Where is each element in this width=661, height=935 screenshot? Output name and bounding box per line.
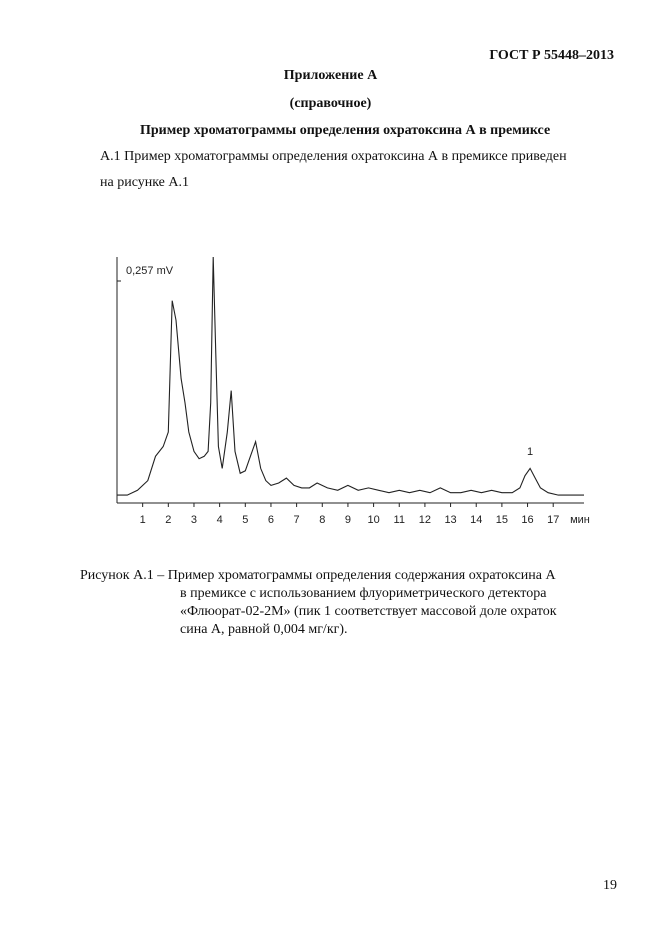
x-tick-label: 7 [293,514,300,526]
x-tick-label: 3 [190,514,198,526]
x-tick-label: 4 [216,514,223,526]
peak-label: 1 [527,446,534,459]
x-tick-label: 11 [393,514,405,526]
x-tick-label: 8 [319,514,326,526]
y-scale-annotation: 0,257 mV [126,265,174,277]
body-text-line: А.1 Пример хроматограммы определения охратоксина А в премиксе приведен [100,149,567,164]
x-tick-label: 15 [495,514,509,526]
figure-caption-line: сина А, равной 0,004 мг/кг). [180,622,348,637]
appendix-subtitle: (справочное) [289,96,372,111]
x-tick-label: 12 [418,514,432,526]
x-tick-label: 6 [267,514,275,526]
x-axis-unit: мин [570,514,590,526]
body-text-line: на рисунке А.1 [100,175,189,190]
x-tick-label: 16 [521,514,534,526]
x-tick-label: 5 [242,514,249,526]
x-tick-label: 13 [444,514,457,526]
figure-caption-line: Рисунок А.1 – Пример хроматограммы определения содержания охратоксина А [80,568,556,583]
appendix-title: Приложение А [283,68,378,83]
x-tick-label: 9 [344,514,351,526]
x-tick-label: 2 [165,514,172,526]
x-tick-label: 10 [367,514,380,526]
chromatogram-trace [117,257,584,495]
figure-caption-line: «Флюорат-02-2М» (пик 1 соответствует массовой доле охраток [180,604,557,619]
standard-designation: ГОСТ Р 55448–2013 [489,48,614,63]
figure-caption-line: в премиксе с использованием флуориметрического детектора [180,586,547,601]
x-tick-label: 14 [470,514,483,526]
section-title: Пример хроматограммы определения охратоксина А в премиксе [140,123,551,138]
x-tick-label: 1 [139,514,146,526]
page-number: 19 [603,878,617,893]
x-tick-label: 17 [547,514,560,526]
